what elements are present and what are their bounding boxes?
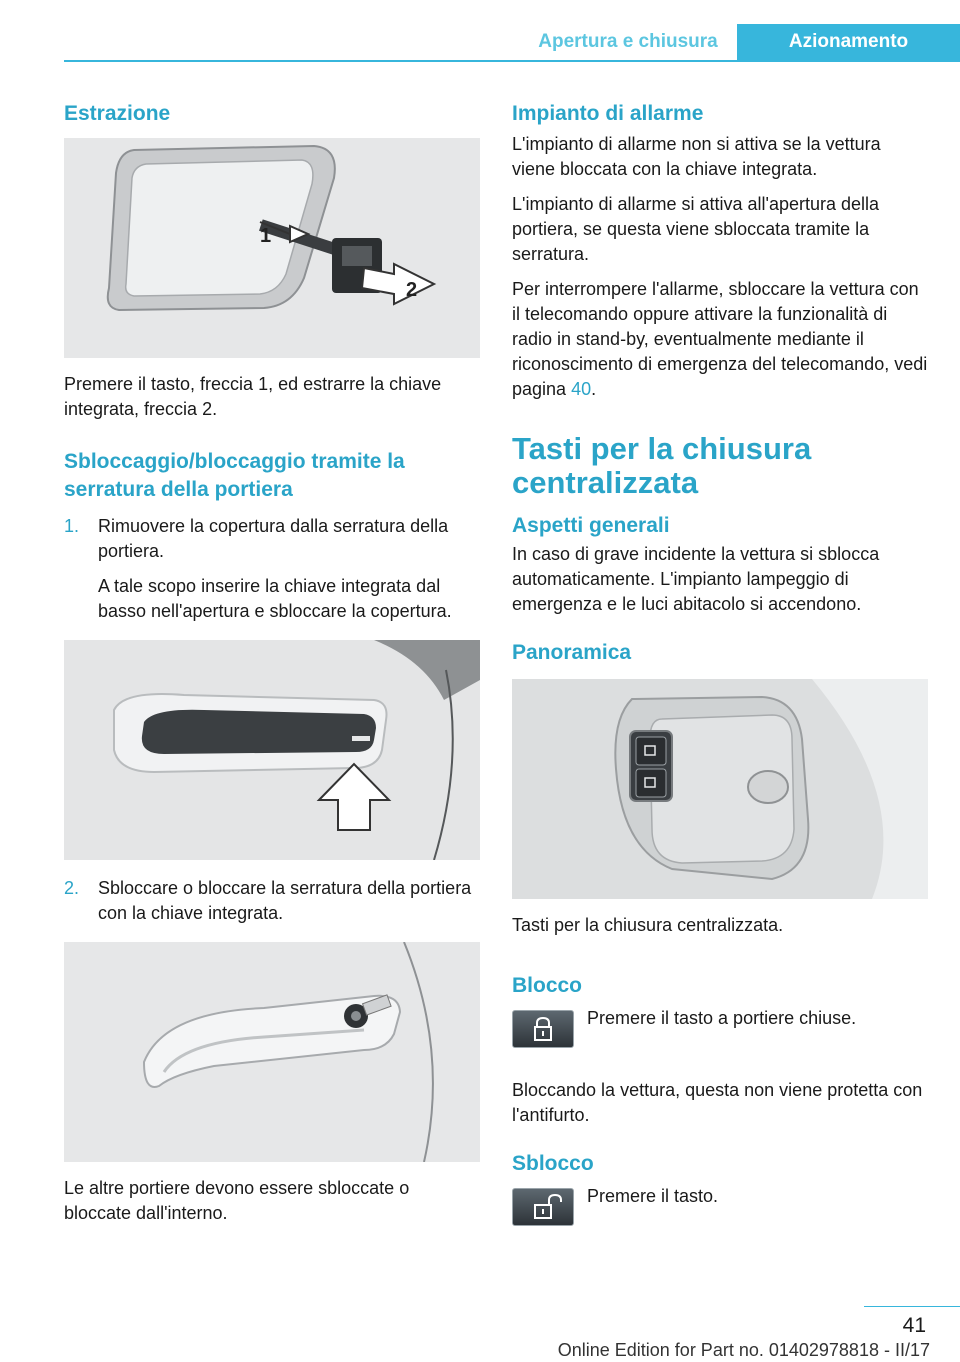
door-handle-illustration bbox=[64, 640, 480, 860]
page-number: 41 bbox=[902, 1314, 926, 1337]
arrow-label-1: 1 bbox=[260, 225, 272, 247]
heading-alarm: Impianto di allarme bbox=[512, 102, 704, 125]
header-section-tab: Apertura e chiusura bbox=[538, 31, 718, 52]
step-1-number: 1. bbox=[64, 516, 80, 536]
right-column bbox=[512, 100, 928, 1256]
door-lock-illustration bbox=[64, 942, 480, 1162]
step-2 bbox=[64, 876, 480, 926]
alarm-paragraph-3-text: Per interrompere l'allarme, sbloccare la vettura con il telecomando oppure attivare la funzionalità di radio in stand-by, eventualmente mediante il riconoscimento di emergenza del telecomando, vedi pagina bbox=[512, 279, 928, 399]
unlock-icon[interactable] bbox=[512, 1188, 574, 1226]
closing-text: Le altre portiere devono essere sbloccate o bloccate dall'interno. bbox=[64, 1178, 410, 1223]
figure-door-handle-cover bbox=[64, 640, 480, 860]
footer-rule bbox=[864, 1306, 960, 1307]
key-illustration bbox=[64, 138, 480, 358]
alarm-paragraph-2: L'impianto di allarme si attiva all'apertura della portiera, se questa viene sbloccata tramite la serratura. bbox=[512, 194, 880, 264]
step-1 bbox=[64, 514, 480, 624]
figure-key-extraction bbox=[64, 138, 480, 358]
figure-door-lock-key bbox=[64, 942, 480, 1162]
left-column bbox=[64, 100, 480, 1236]
central-lock-buttons-illustration bbox=[512, 679, 928, 899]
heading-general: Aspetti generali bbox=[512, 514, 670, 537]
alarm-paragraph-3-end: . bbox=[591, 379, 597, 399]
header-rule bbox=[64, 60, 960, 62]
overview-caption: Tasti per la chiusura centralizzata. bbox=[512, 915, 784, 935]
heading-central-locking: Tasti per la chiusura centralizzata bbox=[512, 431, 812, 500]
header-chapter-tab: Azionamento bbox=[737, 24, 960, 60]
alarm-paragraph-3 bbox=[512, 277, 928, 402]
general-paragraph: In caso di grave incidente la vettura si sblocca automaticamente. L'impianto lampeggio di emergenza e le luci abitacolo si accendono. bbox=[512, 544, 880, 614]
step-2-number: 2. bbox=[64, 878, 80, 898]
arrow-label-2: 2 bbox=[406, 279, 418, 301]
unlock-button-row bbox=[512, 1184, 928, 1256]
caption-extraction: Premere il tasto, freccia 1, ed estrarre la chiave integrata, freccia 2. bbox=[64, 374, 442, 419]
lock-button-row bbox=[512, 1006, 928, 1078]
lock-note: Bloccando la vettura, questa non viene protetta con l'antifurto. bbox=[512, 1080, 923, 1125]
lock-instruction: Premere il tasto a portiere chiuse. bbox=[587, 1008, 857, 1028]
heading-block: Blocco bbox=[512, 974, 583, 997]
edition-footer: Online Edition for Part no. 01402978818 - II/17 bbox=[557, 1340, 930, 1360]
heading-unblock: Sblocco bbox=[512, 1152, 594, 1175]
figure-central-lock-buttons bbox=[512, 679, 928, 899]
heading-overview: Panoramica bbox=[512, 641, 632, 664]
step-1-subtext: A tale scopo inserire la chiave integrata dal basso nell'apertura e sbloccare la copertura. bbox=[98, 576, 452, 621]
unlock-instruction: Premere il tasto. bbox=[587, 1186, 719, 1206]
lock-icon[interactable] bbox=[512, 1010, 574, 1048]
heading-extraction: Estrazione bbox=[64, 102, 171, 125]
alarm-paragraph-1: L'impianto di allarme non si attiva se la vettura viene bloccata con la chiave integrata. bbox=[512, 134, 881, 179]
step-2-text: Sbloccare o bloccare la serratura della portiera con la chiave integrata. bbox=[98, 878, 472, 923]
page-40-link[interactable]: 40 bbox=[571, 379, 592, 399]
heading-door-lock: Sbloccaggio/bloccaggio tramite la serratura della portiera bbox=[64, 450, 405, 501]
step-1-text: Rimuovere la copertura dalla serratura della portiera. bbox=[98, 516, 449, 561]
